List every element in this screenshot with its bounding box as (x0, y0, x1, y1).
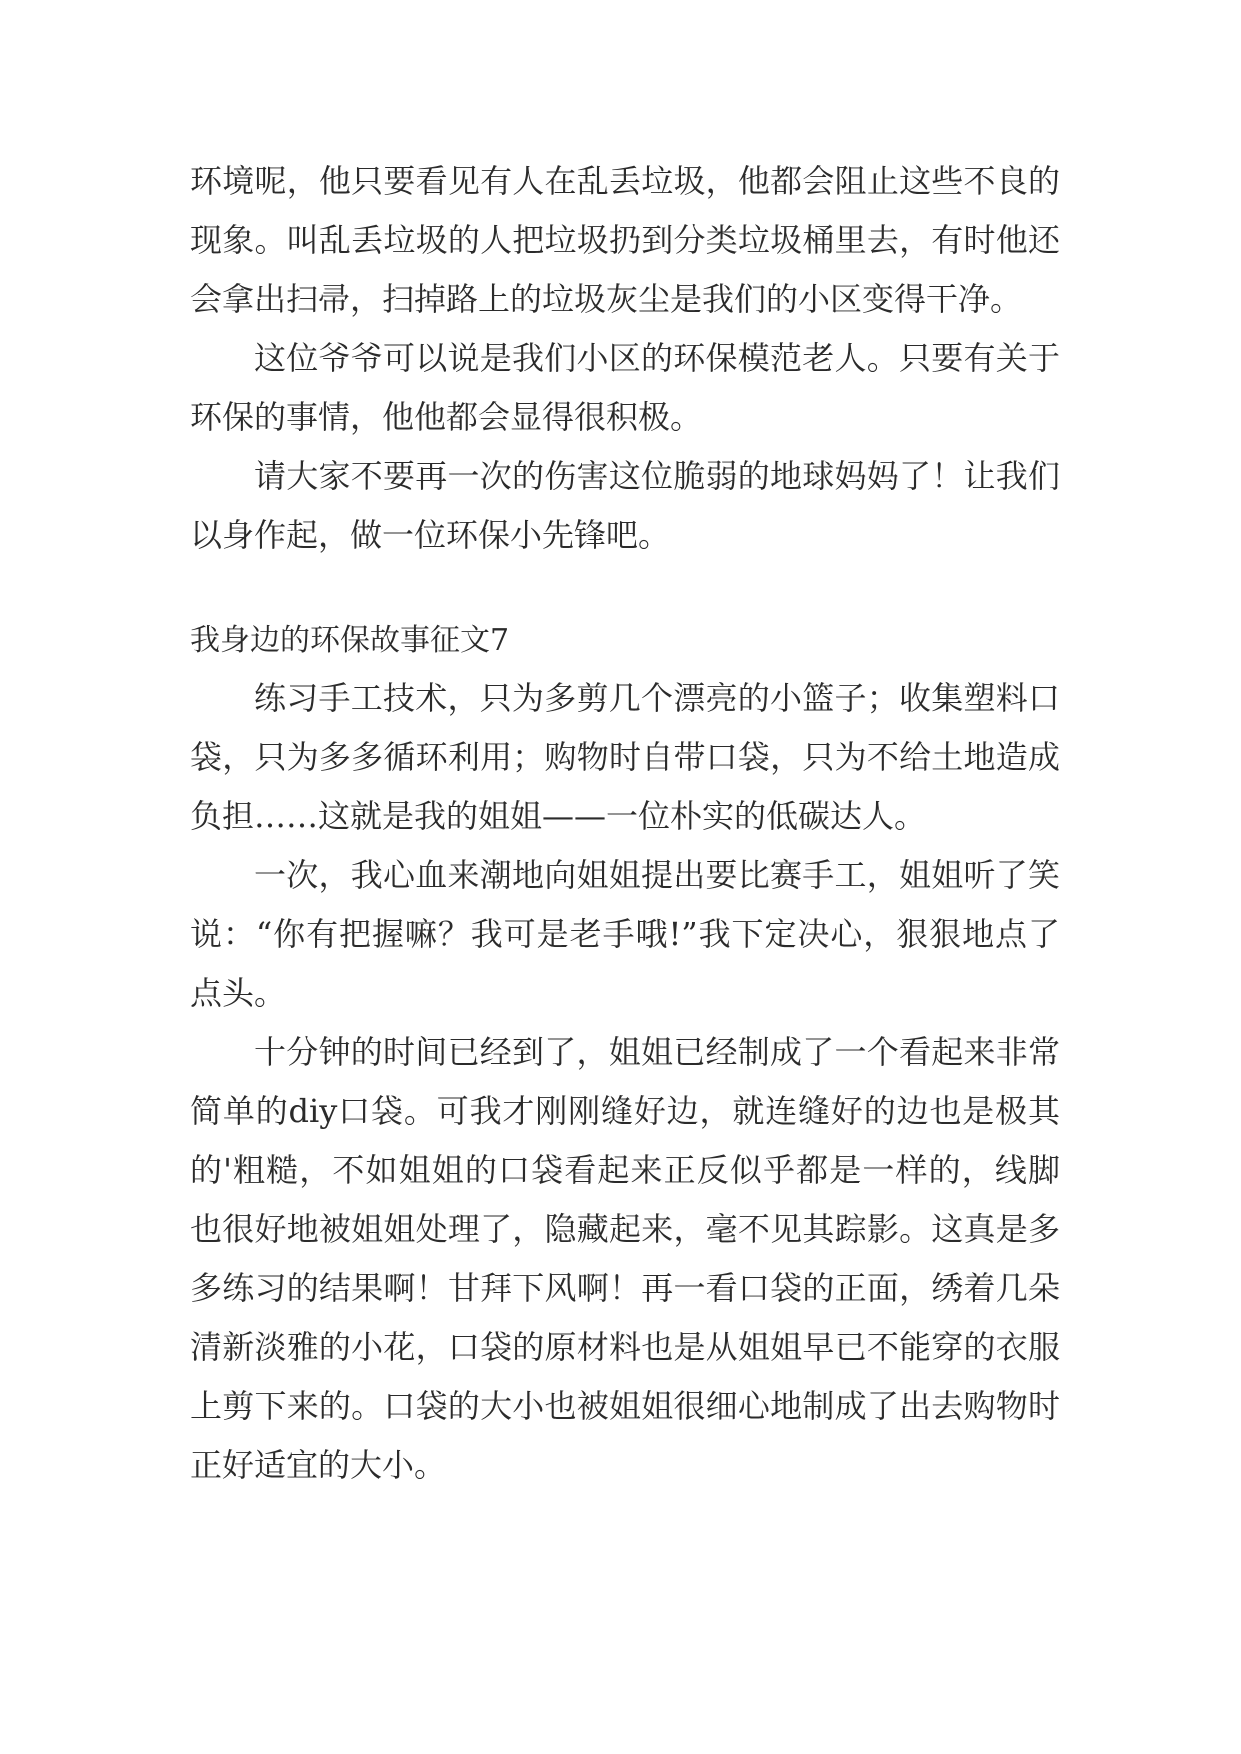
document-body (190, 152, 1060, 1495)
paragraph-continued: 环境呢，他只要看见有人在乱丢垃圾，他都会阻止这些不良的现象。叫乱丢垃圾的人把垃圾扔到分类垃圾桶里去，有时他还会拿出扫帚，扫掉路上的垃圾灰尘是我们的小区变得干净。 (190, 162, 1060, 318)
section-spacer (190, 565, 1060, 613)
paragraph: 十分钟的时间已经到了，姐姐已经制成了一个看起来非常简单的diy口袋。可我才刚刚缝好边，就连缝好的边也是极其的'粗糙，不如姐姐的口袋看起来正反似乎都是一样的，线脚也很好地被姐姐处理了，隐藏起来，毫不见其踪影。这真是多多练习的结果啊！甘拜下风啊！再一看口袋的正面，绣着几朵清新淡雅的小花，口袋的原材料也是从姐姐早已不能穿的衣服上剪下来的。口袋的大小也被姐姐很细心地制成了出去购物时正好适宜的大小。 (190, 1033, 1060, 1484)
paragraph: 练习手工技术，只为多剪几个漂亮的小篮子；收集塑料口袋，只为多多循环利用；购物时自带口袋，只为不给土地造成负担……这就是我的姐姐——一位朴实的低碳达人。 (190, 679, 1060, 835)
paragraph: 请大家不要再一次的伤害这位脆弱的地球妈妈了！让我们以身作起，做一位环保小先锋吧。 (190, 457, 1060, 554)
paragraph: 这位爷爷可以说是我们小区的环保模范老人。只要有关于环保的事情，他他都会显得很积极。 (190, 339, 1060, 436)
section-title: 我身边的环保故事征文7 (190, 623, 510, 658)
paragraph: 一次，我心血来潮地向姐姐提出要比赛手工，姐姐听了笑说：“你有把握嘛？我可是老手哦!”我下定决心，狠狠地点了点头。 (190, 856, 1060, 1012)
